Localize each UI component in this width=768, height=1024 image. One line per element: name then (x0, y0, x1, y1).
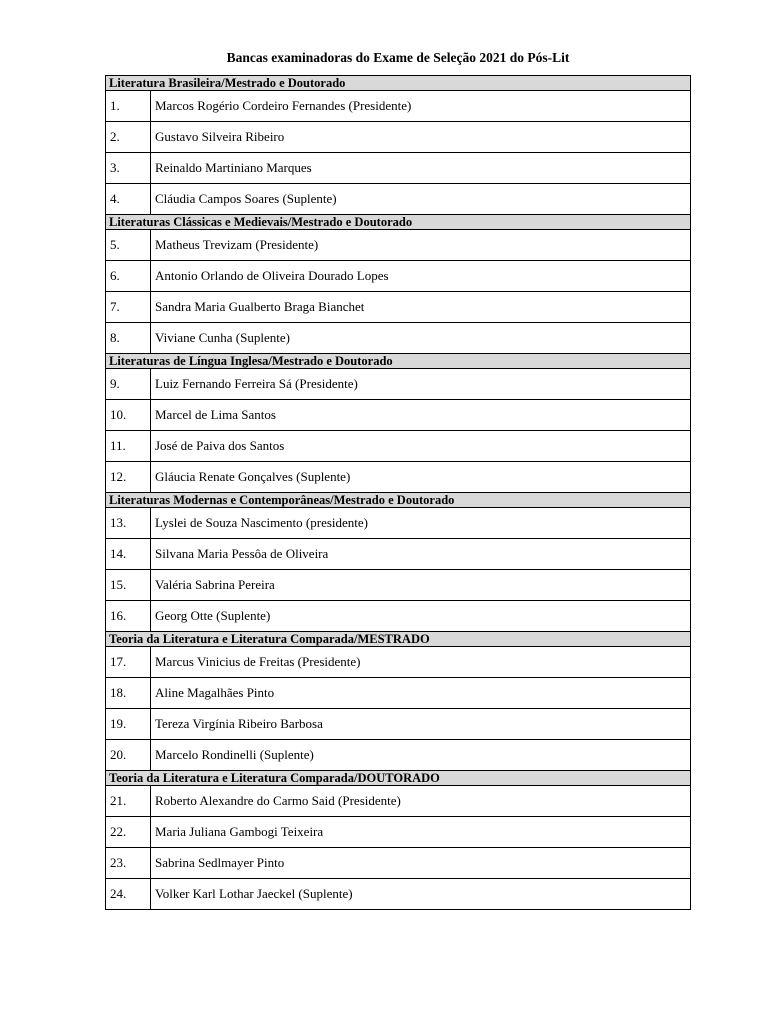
section-header-row (106, 632, 691, 647)
member-name: Valéria Sabrina Pereira (151, 570, 691, 601)
table-row (106, 431, 691, 462)
section-header-row (106, 771, 691, 786)
examining-boards-table (105, 75, 691, 910)
member-name: Viviane Cunha (Suplente) (151, 323, 691, 354)
table-row (106, 91, 691, 122)
member-number: 12. (106, 462, 151, 493)
table-row (106, 230, 691, 261)
member-name: Gláucia Renate Gonçalves (Suplente) (151, 462, 691, 493)
member-number: 2. (106, 122, 151, 153)
table-row (106, 848, 691, 879)
member-number: 7. (106, 292, 151, 323)
table-row (106, 369, 691, 400)
member-number: 18. (106, 678, 151, 709)
member-name: Cláudia Campos Soares (Suplente) (151, 184, 691, 215)
member-number: 24. (106, 879, 151, 910)
member-name: Volker Karl Lothar Jaeckel (Suplente) (151, 879, 691, 910)
member-name: Gustavo Silveira Ribeiro (151, 122, 691, 153)
table-row (106, 323, 691, 354)
table-row (106, 292, 691, 323)
table-row (106, 184, 691, 215)
member-name: Matheus Trevizam (Presidente) (151, 230, 691, 261)
member-number: 14. (106, 539, 151, 570)
section-header-row (106, 76, 691, 91)
table-row (106, 122, 691, 153)
member-number: 13. (106, 508, 151, 539)
member-number: 9. (106, 369, 151, 400)
member-number: 5. (106, 230, 151, 261)
member-number: 6. (106, 261, 151, 292)
table-row (106, 740, 691, 771)
member-number: 15. (106, 570, 151, 601)
member-name: Lyslei de Souza Nascimento (presidente) (151, 508, 691, 539)
member-name: Maria Juliana Gambogi Teixeira (151, 817, 691, 848)
member-name: Sabrina Sedlmayer Pinto (151, 848, 691, 879)
member-number: 22. (106, 817, 151, 848)
section-heading: Literaturas Clássicas e Medievais/Mestrado e Doutorado (106, 215, 691, 230)
member-number: 3. (106, 153, 151, 184)
section-header-row (106, 215, 691, 230)
member-name: Roberto Alexandre do Carmo Said (Presidente) (151, 786, 691, 817)
table-row (106, 400, 691, 431)
member-number: 4. (106, 184, 151, 215)
table-body (106, 76, 691, 910)
section-heading: Teoria da Literatura e Literatura Comparada/DOUTORADO (106, 771, 691, 786)
member-number: 19. (106, 709, 151, 740)
member-number: 20. (106, 740, 151, 771)
member-name: Marcel de Lima Santos (151, 400, 691, 431)
member-number: 10. (106, 400, 151, 431)
member-name: Aline Magalhães Pinto (151, 678, 691, 709)
member-name: Marcos Rogério Cordeiro Fernandes (Presidente) (151, 91, 691, 122)
table-row (106, 879, 691, 910)
section-heading: Literatura Brasileira/Mestrado e Doutorado (106, 76, 691, 91)
member-name: Marcelo Rondinelli (Suplente) (151, 740, 691, 771)
section-heading: Literaturas de Língua Inglesa/Mestrado e Doutorado (106, 354, 691, 369)
table-row (106, 678, 691, 709)
section-header-row (106, 493, 691, 508)
member-name: Marcus Vinicius de Freitas (Presidente) (151, 647, 691, 678)
table-row (106, 508, 691, 539)
member-number: 23. (106, 848, 151, 879)
table-row (106, 709, 691, 740)
member-number: 16. (106, 601, 151, 632)
member-number: 17. (106, 647, 151, 678)
section-heading: Teoria da Literatura e Literatura Comparada/MESTRADO (106, 632, 691, 647)
page-title: Bancas examinadoras do Exame de Seleção 2021 do Pós-Lit (226, 50, 570, 65)
member-name: Reinaldo Martiniano Marques (151, 153, 691, 184)
table-row (106, 462, 691, 493)
section-header-row (106, 354, 691, 369)
table-row (106, 786, 691, 817)
table-row (106, 601, 691, 632)
table-row (106, 539, 691, 570)
member-name: Georg Otte (Suplente) (151, 601, 691, 632)
member-name: Antonio Orlando de Oliveira Dourado Lopes (151, 261, 691, 292)
member-number: 21. (106, 786, 151, 817)
member-number: 8. (106, 323, 151, 354)
member-name: José de Paiva dos Santos (151, 431, 691, 462)
member-name: Sandra Maria Gualberto Braga Bianchet (151, 292, 691, 323)
member-name: Luiz Fernando Ferreira Sá (Presidente) (151, 369, 691, 400)
section-heading: Literaturas Modernas e Contemporâneas/Mestrado e Doutorado (106, 493, 691, 508)
table-row (106, 570, 691, 601)
member-name: Tereza Virgínia Ribeiro Barbosa (151, 709, 691, 740)
table-row (106, 153, 691, 184)
member-name: Silvana Maria Pessôa de Oliveira (151, 539, 691, 570)
table-row (106, 261, 691, 292)
member-number: 1. (106, 91, 151, 122)
table-row (106, 817, 691, 848)
member-number: 11. (106, 431, 151, 462)
table-row (106, 647, 691, 678)
